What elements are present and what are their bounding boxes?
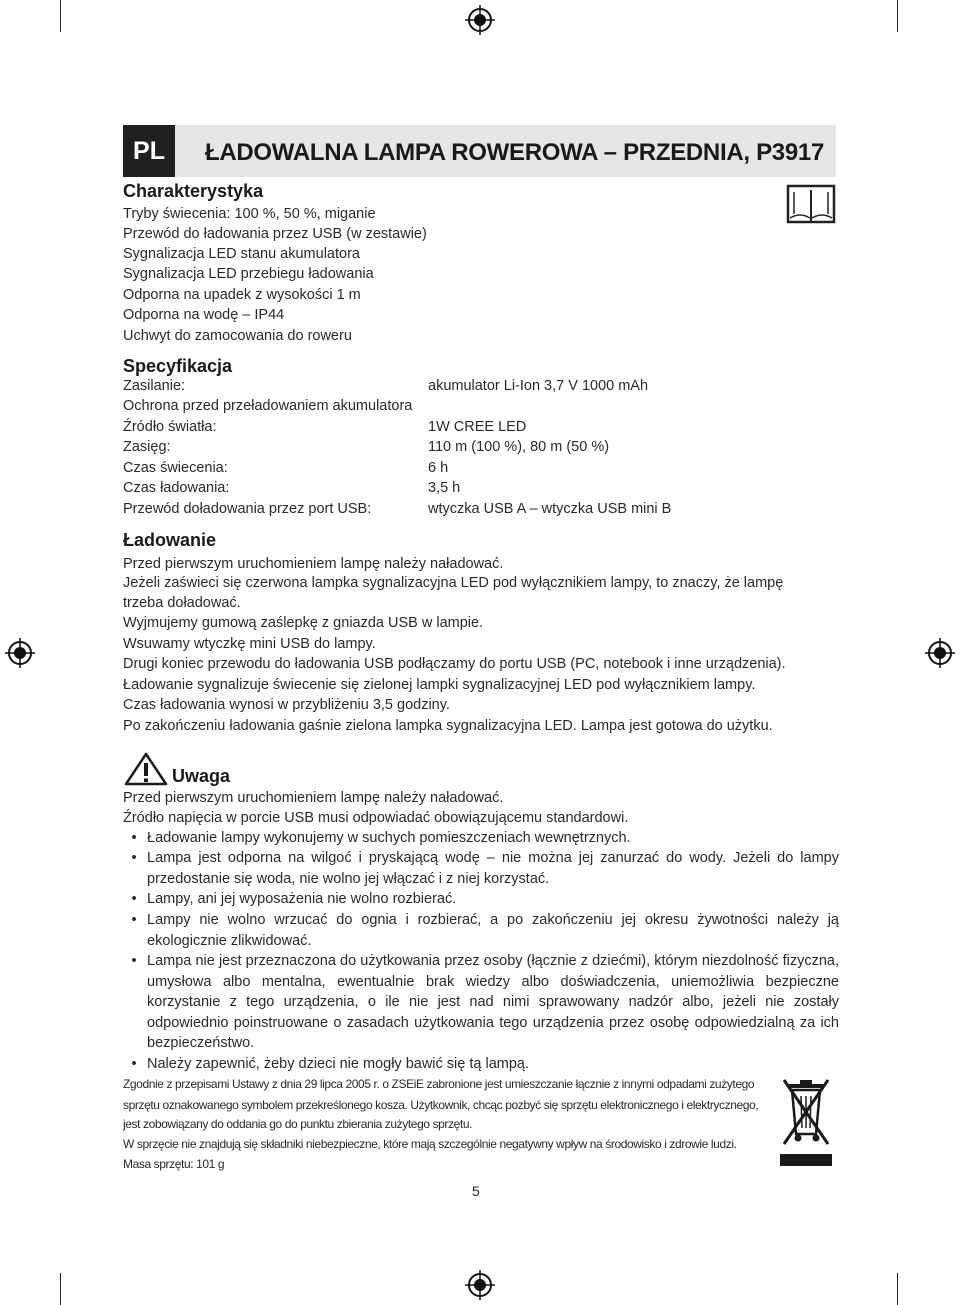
- charging-line: Przed pierwszym uruchomieniem lampę należy naładować.: [123, 556, 504, 572]
- trim-line-bottom-left: [60, 1273, 61, 1305]
- spec-label: Przewód doładowania przez port USB:: [123, 501, 372, 517]
- spec-row: [123, 398, 843, 418]
- warning-bullet: • Lampa nie jest przeznaczona do użytkowania przez osoby (łącznie z dziećmi), którym niezdolność fizyczna, umysłowa albo mentalna, ewentualnie brak wiedzy albo doświadczenia, uniemożliwia bezpieczne korzystanie z tego urządzenia, o ile nie jest nad nimi sprawowany nadzór albo, jeżeli nie zostały odpowiednio poinstruowane o zasadach użytkowania tego urządzenia przez osobę odpowiedzialną za ich bezpieczeństwo.: [131, 953, 839, 1052]
- spec-row: [123, 480, 843, 500]
- charging-line: Wsuwamy wtyczkę mini USB do lampy.: [123, 636, 376, 652]
- feature-item: Sygnalizacja LED stanu akumulatora: [123, 246, 360, 262]
- spec-row: [123, 460, 843, 480]
- open-book-icon: [786, 184, 836, 224]
- spec-value: 110 m (100 %), 80 m (50 %): [428, 439, 610, 455]
- trim-line-bottom-right: [897, 1273, 898, 1305]
- feature-item: Odporna na upadek z wysokości 1 m: [123, 287, 361, 303]
- spec-label: Zasięg:: [123, 439, 171, 455]
- disposal-line: sprzętu oznakowanego symbolem przekreślonego kosza. Użytkownik, chcąc pozbyć się sprzętu elektronicznego i elektrycznego,: [123, 1098, 759, 1112]
- warning-heading: Uwaga: [172, 766, 231, 786]
- spec-label: Czas ładowania:: [123, 480, 230, 496]
- registration-mark-icon: [465, 5, 495, 35]
- crossed-bin-icon: [780, 1076, 832, 1168]
- feature-item: Odporna na wodę – IP44: [123, 307, 285, 323]
- registration-mark-icon: [465, 1270, 495, 1300]
- charging-line: Ładowanie sygnalizuje świecenie się zielonej lampki sygnalizacyjnej LED pod wyłącznikiem lampy.: [123, 677, 756, 693]
- features-heading: Charakterystyka: [123, 181, 264, 201]
- spec-row: [123, 501, 843, 521]
- spec-label: Źródło światła:: [123, 419, 217, 435]
- page-number: 5: [472, 1183, 480, 1199]
- spec-label: Zasilanie:: [123, 378, 186, 394]
- registration-mark-icon: [925, 638, 955, 668]
- warning-bullet: • Ładowanie lampy wykonujemy w suchych pomieszczeniach wewnętrznych.: [131, 830, 631, 846]
- spec-value: akumulator Li-Ion 3,7 V 1000 mAh: [428, 378, 649, 394]
- warning-bullet: • Lampy nie wolno wrzucać do ognia i rozbierać, a po zakończeniu jej okresu żywotności należy ją ekologicznie zlikwidować.: [131, 912, 839, 949]
- disposal-line: jest zobowiązany do oddania go do punktu zbierania zużytego sprzętu.: [123, 1117, 473, 1131]
- trim-line-top-right: [897, 0, 898, 32]
- trim-line-top-left: [60, 0, 61, 32]
- spec-value: 1W CREE LED: [428, 419, 527, 435]
- warning-bullet: • Należy zapewnić, żeby dzieci nie mogły bawić się tą lampą.: [131, 1056, 530, 1072]
- charging-line: trzeba doładować.: [123, 595, 241, 611]
- specs-heading: Specyfikacja: [123, 356, 233, 376]
- warning-bullet: • Lampy, ani jej wyposażenia nie wolno rozbierać.: [131, 891, 457, 907]
- spec-row: [123, 439, 843, 459]
- warning-triangle-icon: [124, 752, 168, 786]
- disposal-line: W sprzęcie nie znajdują się składniki niebezpieczne, które mają szczególnie negatywny wpływ na środowisko i zdrowie ludzi.: [123, 1137, 737, 1151]
- registration-mark-icon: [5, 638, 35, 668]
- warning-line: Przed pierwszym uruchomieniem lampę należy naładować.: [123, 790, 504, 806]
- charging-heading: Ładowanie: [123, 530, 217, 550]
- warning-line: Źródło napięcia w porcie USB musi odpowiadać obowiązującemu standardowi.: [123, 810, 629, 826]
- spec-label: Czas świecenia:: [123, 460, 228, 476]
- feature-item: Sygnalizacja LED przebiegu ładowania: [123, 266, 374, 282]
- charging-line: Wyjmujemy gumową zaślepkę z gniazda USB w lampie.: [123, 615, 484, 631]
- warning-bullet: • Lampa jest odporna na wilgoć i pryskającą wodę – nie można jej zanurzać do wody. Jeżeli do lampy przedostanie się woda, nie wolno jej włączać i z niej korzystać.: [131, 850, 839, 887]
- spec-value: wtyczka USB A – wtyczka USB mini B: [428, 501, 672, 517]
- spec-row: [123, 419, 843, 439]
- spec-row: [123, 378, 843, 398]
- charging-line: Czas ładowania wynosi w przybliżeniu 3,5 godziny.: [123, 697, 450, 713]
- spec-label: Ochrona przed przeładowaniem akumulatora: [123, 398, 413, 414]
- disposal-line: Zgodnie z przepisami Ustawy z dnia 29 lipca 2005 r. o ZSEiE zabronione jest umieszczanie łącznie z innymi odpadami zużytego: [123, 1077, 755, 1091]
- language-badge: PL: [123, 125, 175, 177]
- feature-item: Przewód do ładowania przez USB (w zestawie): [123, 226, 427, 242]
- feature-item: Uchwyt do zamocowania do roweru: [123, 328, 352, 344]
- charging-line: Drugi koniec przewodu do ładowania USB podłączamy do portu USB (PC, notebook i inne urządzenia).: [123, 656, 786, 672]
- charging-line: Po zakończeniu ładowania gaśnie zielona lampka sygnalizacyjna LED. Lampa jest gotowa do użytku.: [123, 718, 773, 734]
- page-title: ŁADOWALNA LAMPA ROWEROWA – PRZEDNIA, P3917: [205, 139, 824, 166]
- disposal-line: Masa sprzętu: 101 g: [123, 1157, 225, 1171]
- feature-item: Tryby świecenia: 100 %, 50 %, miganie: [123, 206, 376, 222]
- spec-value: 3,5 h: [428, 480, 461, 496]
- spec-value: 6 h: [428, 460, 449, 476]
- charging-line: Jeżeli zaświeci się czerwona lampka sygnalizacyjna LED pod wyłącznikiem lampy, to znaczy, że lampę: [123, 575, 784, 591]
